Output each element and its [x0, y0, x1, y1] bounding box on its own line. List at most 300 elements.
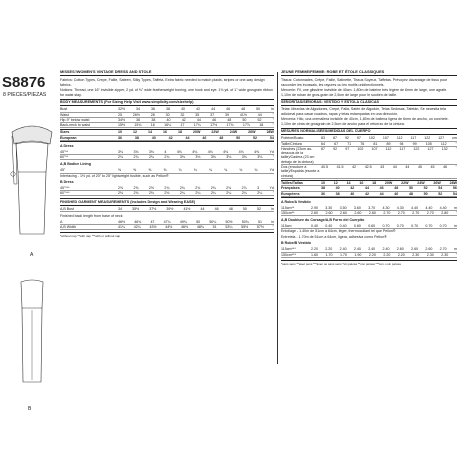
- right-b-table: [281, 247, 457, 258]
- cell-value: 4.40: [425, 205, 433, 210]
- cell-value: 2¼: [257, 190, 263, 195]
- finished-back-label: Finished back length from base of neck: [60, 213, 123, 218]
- cell-value: 2.60: [339, 210, 347, 215]
- row-label: A: [60, 219, 63, 224]
- cell-value: 2¼: [210, 190, 216, 195]
- cell-value: 17¾: [226, 123, 234, 128]
- cell-value: 24W: [229, 130, 238, 135]
- cell-value: 44: [364, 186, 369, 191]
- cell-value: 47: [150, 219, 155, 224]
- cell-value: 2¾: [118, 155, 123, 160]
- cell-value: 46½: [181, 224, 189, 229]
- cell-value: 1.70: [325, 252, 333, 257]
- cell-value: 2.20: [397, 252, 405, 257]
- cell-value: 45: [430, 165, 435, 170]
- right-tissus: Tissus: Cotonnades, Crêpe, Faille, Satinette, Tissus Soyeux, Taffetas. Prévoyez davantage de tissu pour raccorder les écossais, les rayures ou les motifs unidirectionnels.: [281, 78, 448, 87]
- cell-value: 2.20: [368, 252, 376, 257]
- cell-value: in: [271, 219, 274, 224]
- row-label: Waist: [60, 112, 69, 117]
- cell-value: 34: [136, 107, 141, 112]
- cell-value: 3⅛: [195, 155, 201, 160]
- pieces-count: 8 PIECES/PIEZAS: [3, 92, 47, 98]
- table-row: [281, 165, 457, 179]
- right-merceria: Mercería: Hilo, una cremallera invisible de 40cm, 1,80m de ballena ligera de 6mm de ancho, un corchete. 1,10m de cinta de grosgrain de 2,5cm de ancho para el refuerzo de la cintura.: [281, 117, 449, 126]
- table-row: [60, 225, 274, 230]
- cell-value: 2¾: [133, 155, 139, 160]
- cell-value: 42: [196, 107, 201, 112]
- figure-b-illustration: [6, 262, 58, 392]
- cell-value: 2¼: [241, 190, 247, 195]
- row-label: Françaises: [281, 186, 300, 191]
- left-column: [60, 70, 274, 239]
- cell-value: 48: [394, 186, 399, 191]
- cell-value: 2⅛: [148, 190, 154, 195]
- cell-value: 2.60: [325, 210, 333, 215]
- table-row: [281, 192, 457, 197]
- cell-value: 41¼: [118, 224, 125, 229]
- left-footer-note: *without nap **with nap ***with or without nap: [60, 232, 274, 238]
- cell-value: 44½: [165, 224, 173, 229]
- dress-a-title: A Dress: [60, 144, 74, 149]
- cell-value: ¾: [193, 168, 197, 173]
- cell-value: 10: [118, 130, 122, 135]
- cell-value: 12: [133, 130, 137, 135]
- cell-value: 17: [180, 123, 185, 128]
- cell-value: 0.40: [325, 224, 333, 229]
- cell-value: 2⅞: [241, 185, 247, 190]
- cell-value: 87: [332, 136, 337, 141]
- cell-value: 34: [118, 206, 122, 211]
- cell-value: 41½: [183, 206, 191, 211]
- body-measurements-table: [60, 107, 274, 128]
- row-label: 60"**: [60, 155, 69, 160]
- cell-value: 56: [452, 186, 457, 191]
- cell-value: 2.40: [368, 247, 376, 252]
- cell-value: 2.70: [426, 210, 434, 215]
- row-label: A,B Width: [60, 224, 76, 229]
- cell-value: ": [272, 155, 274, 160]
- cell-value: 42: [364, 191, 369, 196]
- cell-value: 76: [360, 141, 365, 146]
- cell-value: 52: [256, 206, 261, 211]
- cell-value: ": [272, 123, 274, 128]
- cell-value: 0.60: [353, 224, 361, 229]
- row-label: Européens: [281, 191, 300, 196]
- dress-a-table: [60, 150, 274, 161]
- cell-value: 45: [417, 165, 422, 170]
- cell-value: ": [272, 224, 274, 229]
- cell-value: 127: [427, 146, 434, 151]
- cell-value: 38: [134, 135, 139, 140]
- cell-value: 20W: [193, 130, 201, 135]
- column-divider: [277, 72, 278, 364]
- cell-value: 16: [359, 180, 364, 185]
- cell-value: 17¼: [193, 123, 201, 128]
- right-title: JEUNE FEMME/FEMME: ROBE ET ÉTOLE CLASSIQUES: [281, 70, 457, 76]
- cell-value: 40.5: [321, 165, 328, 170]
- cell-value: 36: [136, 117, 141, 122]
- row-label: 115cm**: [281, 205, 295, 210]
- cell-value: 15½: [118, 123, 125, 128]
- cell-value: 48: [219, 135, 224, 140]
- cell-value: 50: [256, 107, 261, 112]
- cell-value: Yd: [269, 168, 274, 173]
- cell-value: 54: [452, 191, 457, 196]
- cell-value: 2⅛: [118, 190, 123, 195]
- cell-value: 2⅝: [148, 185, 154, 190]
- cell-value: 107: [382, 136, 389, 141]
- row-label: 45"**: [60, 149, 69, 154]
- cell-value: 117: [399, 146, 406, 151]
- cell-value: 46: [214, 206, 219, 211]
- row-label: 115cm: [281, 224, 292, 229]
- cell-value: 132: [441, 146, 448, 151]
- right-title-spanish: SEÑORITAS/SEÑORAS: VESTIDO Y ESTOLA CLÁSICAS: [281, 99, 457, 106]
- cell-value: 2.30: [412, 252, 420, 257]
- row-label: 45": [60, 168, 66, 173]
- table-row: [60, 123, 274, 128]
- right-sizes-table: [281, 180, 457, 198]
- table-row: [281, 147, 457, 165]
- cell-value: 3⅛: [118, 149, 123, 154]
- row-label: Tailles/Tallas: [281, 180, 303, 185]
- cell-value: m: [453, 205, 457, 210]
- cell-value: 48: [241, 107, 246, 112]
- cell-value: 3⅛: [133, 149, 139, 154]
- cell-value: 1.70: [339, 252, 347, 257]
- cell-value: 2.60: [396, 247, 404, 252]
- cell-value: 54: [438, 186, 443, 191]
- cell-value: ¾: [208, 168, 212, 173]
- cell-value: 2¾: [164, 185, 170, 190]
- cell-value: 40: [335, 186, 340, 191]
- cell-value: 3⅛: [148, 149, 154, 154]
- cell-value: 2⅝: [133, 185, 139, 190]
- cell-value: 3.30: [325, 205, 333, 210]
- cell-value: 3⅛: [257, 155, 263, 160]
- cell-value: 16¼: [164, 123, 172, 128]
- cell-value: 32½: [118, 107, 125, 112]
- cell-value: 37: [210, 112, 215, 117]
- cell-value: 0.70: [439, 224, 447, 229]
- cell-value: ": [455, 165, 457, 170]
- cell-value: 67: [334, 141, 339, 146]
- cell-value: 52: [253, 135, 257, 140]
- cell-value: 12: [333, 180, 338, 185]
- cell-value: 39: [225, 112, 230, 117]
- cell-value: 50: [236, 135, 241, 140]
- right-entretela: Entretela - 1.70m de 51cm a 64cm, ligera, adhesiva como Pellon®: [281, 235, 387, 240]
- cell-value: 97: [345, 146, 350, 151]
- cell-value: 42¼: [133, 224, 141, 229]
- cell-value: 38: [335, 191, 340, 196]
- cell-value: 2.70: [439, 247, 447, 252]
- cell-value: 0.70: [425, 224, 433, 229]
- cell-value: 40: [350, 191, 355, 196]
- cell-value: 30: [165, 112, 170, 117]
- table-row: [60, 136, 274, 141]
- cell-value: 92: [333, 146, 338, 151]
- cell-value: ": [272, 190, 274, 195]
- pattern-code: S8876: [2, 74, 46, 91]
- cell-value: 112: [396, 136, 403, 141]
- row-label: Hanches (23cm au-dessous de la taille)/Cadera (23 cm debajo de la cintura): [281, 146, 315, 164]
- cell-value: 14: [346, 180, 351, 185]
- cell-value: 2⅛: [164, 190, 170, 195]
- cell-value: 81: [373, 141, 378, 146]
- cell-value: ⅝: [163, 168, 167, 173]
- row-label: A,B Bust: [60, 206, 74, 211]
- cell-value: 28W: [449, 180, 457, 185]
- cell-value: 105: [425, 141, 432, 146]
- cell-value: 2¾: [148, 155, 154, 160]
- cell-value: 16: [150, 123, 155, 128]
- cell-value: 2⅛: [133, 190, 139, 195]
- cell-value: 28: [150, 112, 155, 117]
- cell-value: 2.80: [441, 210, 449, 215]
- dress-b-table: [60, 186, 274, 197]
- cell-value: 4.40: [439, 205, 447, 210]
- cell-value: 35½: [132, 206, 140, 211]
- cell-value: Yd: [269, 149, 274, 154]
- cell-value: 4⅛: [176, 149, 182, 154]
- cell-value: 44: [211, 107, 216, 112]
- cell-value: 46: [379, 186, 384, 191]
- cell-value: 2.30: [426, 252, 434, 257]
- cell-value: 50: [242, 206, 247, 211]
- cell-value: 26½: [132, 112, 140, 117]
- cell-value: 52: [423, 186, 428, 191]
- cell-value: 2¾: [179, 185, 185, 190]
- cell-value: 38: [321, 186, 325, 191]
- cell-value: 3.70: [368, 205, 376, 210]
- cell-value: 10: [321, 180, 325, 185]
- cell-value: 4⅛: [238, 149, 244, 154]
- finished-lengths-table: [60, 220, 274, 231]
- cell-value: 112: [440, 141, 447, 146]
- right-column: [281, 70, 457, 266]
- cell-value: 35: [195, 112, 200, 117]
- cell-value: ⅝: [133, 168, 137, 173]
- sizes-table: [60, 129, 274, 142]
- cell-value: 15¾: [134, 123, 142, 128]
- cell-value: 0.40: [311, 224, 318, 229]
- cell-value: 2.20: [325, 247, 333, 252]
- cell-value: 94: [399, 141, 404, 146]
- cell-value: cm: [452, 136, 457, 141]
- cell-value: ": [455, 210, 457, 215]
- cell-value: 42: [168, 135, 173, 140]
- cell-value: 48: [228, 206, 233, 211]
- cell-value: 50¾: [241, 219, 249, 224]
- cell-value: 32: [180, 112, 185, 117]
- row-label: European: [60, 135, 77, 140]
- left-title: MISSES'/WOMEN'S VINTAGE DRESS AND STOLE: [60, 70, 274, 76]
- cell-value: 34½: [118, 117, 125, 122]
- cell-value: 46¾: [134, 219, 142, 224]
- cell-value: 4.30: [396, 205, 404, 210]
- cell-value: 54: [269, 135, 274, 140]
- cell-value: 46½: [118, 219, 125, 224]
- cell-value: 50: [423, 191, 428, 196]
- cell-value: 44: [257, 112, 262, 117]
- cell-value: in: [271, 206, 274, 211]
- row-label: 150cm**: [281, 210, 295, 215]
- cell-value: 57½: [256, 224, 264, 229]
- finished-bust-table: [60, 207, 274, 212]
- cell-value: 2.90: [311, 205, 318, 210]
- right-measurements-header: MESURES NORMALISÉES/MEDIDAS DEL CUERPO: [281, 128, 457, 135]
- cell-value: 112: [385, 146, 392, 151]
- cell-value: 92: [344, 136, 349, 141]
- right-a-title: A Robe/A Vestido: [281, 199, 311, 204]
- cell-value: 46: [443, 165, 448, 170]
- cell-value: 46: [202, 135, 207, 140]
- cell-value: in: [271, 107, 274, 112]
- cell-value: 44: [405, 165, 410, 170]
- cell-value: 42: [352, 165, 357, 170]
- cell-value: ⅝: [148, 168, 152, 173]
- cell-value: 48¾: [196, 224, 204, 229]
- cell-value: 2¾: [195, 185, 201, 190]
- cell-value: 0.40: [339, 224, 347, 229]
- cell-value: 36: [321, 191, 325, 196]
- right-ab-title: A,B Doublure du Corsage/A,B Forro del Cuerpito: [281, 218, 365, 223]
- cell-value: 38: [151, 117, 156, 122]
- cell-value: 48: [227, 117, 232, 122]
- table-row: [60, 207, 274, 212]
- cell-value: 4⅛: [192, 149, 198, 154]
- cell-value: 2.70: [383, 210, 391, 215]
- cell-value: 18: [259, 123, 264, 128]
- cell-value: 22W: [211, 130, 219, 135]
- cell-value: 2¾: [226, 185, 232, 190]
- cell-value: m: [453, 224, 457, 229]
- table-row: [281, 211, 457, 216]
- cell-value: 2.60: [425, 247, 433, 252]
- cell-value: 41.5: [336, 165, 344, 170]
- cell-value: ¾: [178, 168, 182, 173]
- right-entoilage: Entoilage - 1.40m de 51cm à 64cm, léger, thermocollant tel que Pellon®: [281, 229, 396, 234]
- cell-value: 2¼: [226, 190, 232, 195]
- table-row: [60, 191, 274, 196]
- cell-value: 3.60: [353, 205, 361, 210]
- cell-value: 4.40: [411, 205, 419, 210]
- dress-b-title: B Dress: [60, 179, 74, 184]
- cell-value: 0.70: [411, 224, 419, 229]
- cell-value: 2.40: [339, 247, 347, 252]
- cell-value: m: [453, 247, 457, 252]
- cell-value: 2.60: [411, 247, 419, 252]
- row-label: Sizes: [60, 130, 70, 135]
- cell-value: 4.30: [382, 205, 390, 210]
- cell-value: 71: [347, 141, 352, 146]
- cell-value: 42.5: [364, 165, 372, 170]
- cell-value: 14: [148, 130, 152, 135]
- right-a-table: [281, 206, 457, 217]
- cell-value: 16: [163, 130, 167, 135]
- row-label: 60"***: [60, 190, 70, 195]
- cell-value: 42: [181, 117, 186, 122]
- cell-value: 2.40: [382, 247, 390, 252]
- cell-value: 17½: [210, 123, 218, 128]
- cell-value: 97: [356, 136, 361, 141]
- cell-value: 3⅛: [226, 155, 232, 160]
- row-label: Poitrine/Busto: [281, 136, 304, 141]
- cell-value: 37½: [149, 206, 157, 211]
- right-mercerie: Mercerie: Fil, une glissière invisible de 40cm. 1,80m de baleine très légère de 6mm de large, une agrafe. 1,10m de ruban de gros-grain de 2,5cm de large pour le soutien de taille.: [281, 88, 448, 97]
- cell-value: 50½: [225, 219, 233, 224]
- cell-value: 53¼: [225, 224, 233, 229]
- cell-value: 2.70: [412, 210, 420, 215]
- cell-value: ⅝: [118, 168, 121, 173]
- cell-value: ": [272, 117, 274, 122]
- cell-value: ": [455, 141, 457, 146]
- cell-value: 38: [166, 107, 171, 112]
- table-row: [60, 155, 274, 160]
- cell-value: 41½: [239, 112, 247, 117]
- cell-value: 18: [372, 180, 377, 185]
- cell-value: 44: [392, 165, 397, 170]
- cell-value: 1.90: [354, 252, 362, 257]
- row-label: Bust: [60, 107, 68, 112]
- row-label: 115cm***: [281, 247, 296, 252]
- cell-value: 3⅛: [179, 155, 185, 160]
- cell-value: 2.40: [353, 247, 361, 252]
- cell-value: 42: [350, 186, 355, 191]
- cell-value: 52: [438, 191, 443, 196]
- cell-value: 2⅝: [118, 185, 123, 190]
- cell-value: 18: [178, 130, 182, 135]
- cell-value: 4: [164, 149, 167, 154]
- cell-value: 1.60: [311, 252, 318, 257]
- cell-value: 40: [181, 107, 186, 112]
- cell-value: 40: [166, 117, 171, 122]
- table-row: [281, 253, 457, 258]
- cell-value: 17⅞: [242, 123, 250, 128]
- cell-value: 4⅛: [223, 149, 229, 154]
- cell-value: ": [455, 252, 457, 257]
- cell-value: 20W: [384, 180, 393, 185]
- cell-value: ": [455, 146, 457, 151]
- cell-value: 102: [368, 136, 375, 141]
- cell-value: 44: [379, 191, 384, 196]
- bodice-lining-title: A,B Bodice Lining: [60, 162, 91, 167]
- cell-value: 40: [151, 135, 156, 140]
- left-notions: Notions: Thread, one 16" invisible zipper, 2 yd. of ⅜" wide featherweight boning; one hook and eye. 1⅛ yd. of 1" wide grosgrain ribbon for waist stay.: [60, 88, 273, 97]
- cell-value: 52: [257, 117, 262, 122]
- cell-value: 99: [412, 141, 417, 146]
- row-label: 150cm***: [281, 252, 296, 257]
- cell-value: 50: [196, 219, 201, 224]
- cell-value: 117: [410, 136, 417, 141]
- cell-value: 28W: [266, 130, 274, 135]
- cell-value: 4⅛: [207, 149, 213, 154]
- right-measurements-table: [281, 136, 457, 179]
- body-measurements-header: BODY MEASUREMENTS (For Sizing Help Visit www.simplicity.com/sizehelp): [60, 99, 274, 106]
- cell-value: 3⅛: [210, 155, 216, 160]
- cell-value: 43½: [149, 224, 157, 229]
- cell-value: ¾: [239, 168, 243, 173]
- right-b-title: B Robe/B Vestido: [281, 241, 311, 246]
- figure-a-illustration: [6, 114, 58, 244]
- cell-value: 4⅜: [254, 149, 260, 154]
- cell-value: 107: [371, 146, 378, 151]
- cell-value: ¾: [254, 168, 258, 173]
- cell-value: 50: [242, 117, 247, 122]
- cell-value: Yd: [269, 185, 274, 190]
- cell-value: 25: [118, 112, 122, 117]
